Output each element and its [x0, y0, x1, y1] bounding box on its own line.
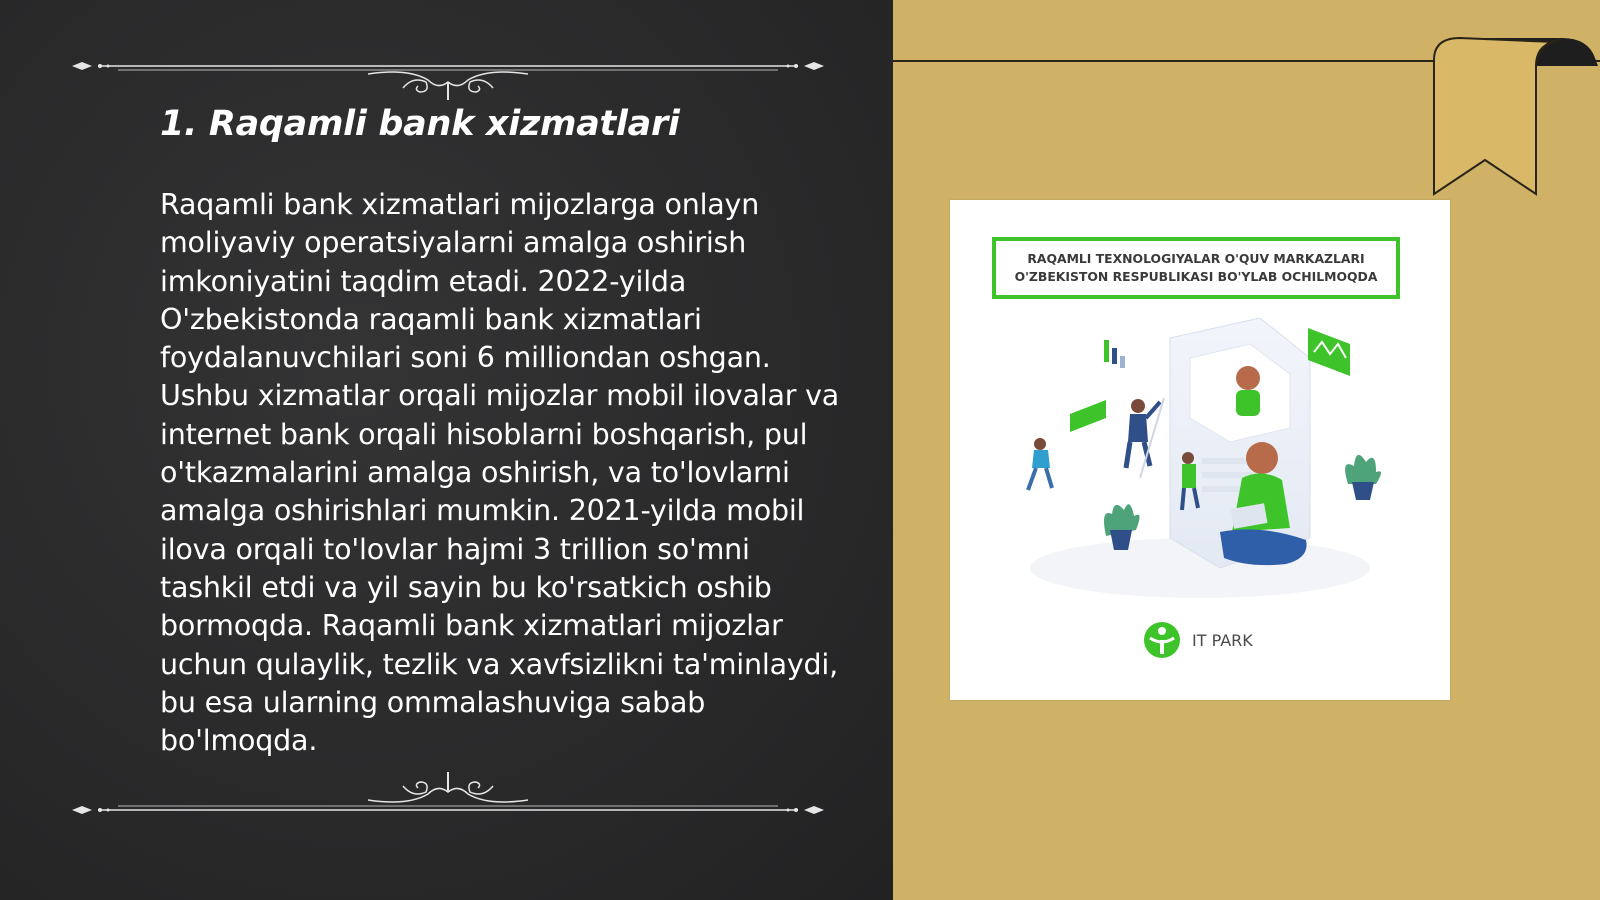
- slide-body-text: Raqamli bank xizmatlari mijozlarga onlayn moliyaviy operatsiyalarni amalga oshirish imkoniyatini taqdim etadi. 2022-yilda O'zbekistonda raqamli bank xizmatlari foydalanuvchilari soni 6 milliondan oshgan. Ushbu xizmatlar orqali mijozlar mobil ilovalar va internet bank orqali hisoblarni boshqarish, pul o'tkazmalarini amalga oshirish, va to'lovlarni amalga oshirishlari mumkin. 2021-yilda mobil ilova orqali to'lovlar hajmi 3 trillion so'mni tashkil etdi va yil sayin bu ko'rsatkich oshib bormoqda. Raqamli bank xizmatlari mijozlar uchun qulaylik, tezlik va xavfsizlikni ta'minlaydi, bu esa ularning ommalashuviga sabab bo'lmoqda.: [160, 188, 840, 758]
- poster-banner: [992, 237, 1400, 299]
- banner-line-1: RAQAMLI TEXNOLOGIYALAR O'QUV MARKAZLARI: [1027, 251, 1365, 266]
- it-park-logo-icon: [1140, 620, 1184, 660]
- ornament-bottom-divider: [68, 770, 828, 830]
- it-park-poster-image: [950, 200, 1450, 700]
- slide-title: 1. Raqamli bank xizmatlari: [160, 104, 680, 144]
- it-park-logo-text: IT PARK: [1192, 630, 1253, 650]
- banner-line-2: O'ZBEKISTON RESPUBLIKASI BO'YLAB OCHILMOQDA: [1014, 269, 1378, 284]
- ornament-top-divider: [68, 42, 828, 102]
- bookmark-ribbon-icon: [1430, 36, 1600, 201]
- digital-learning-illustration: [1010, 318, 1390, 608]
- it-park-logo: [1140, 620, 1253, 660]
